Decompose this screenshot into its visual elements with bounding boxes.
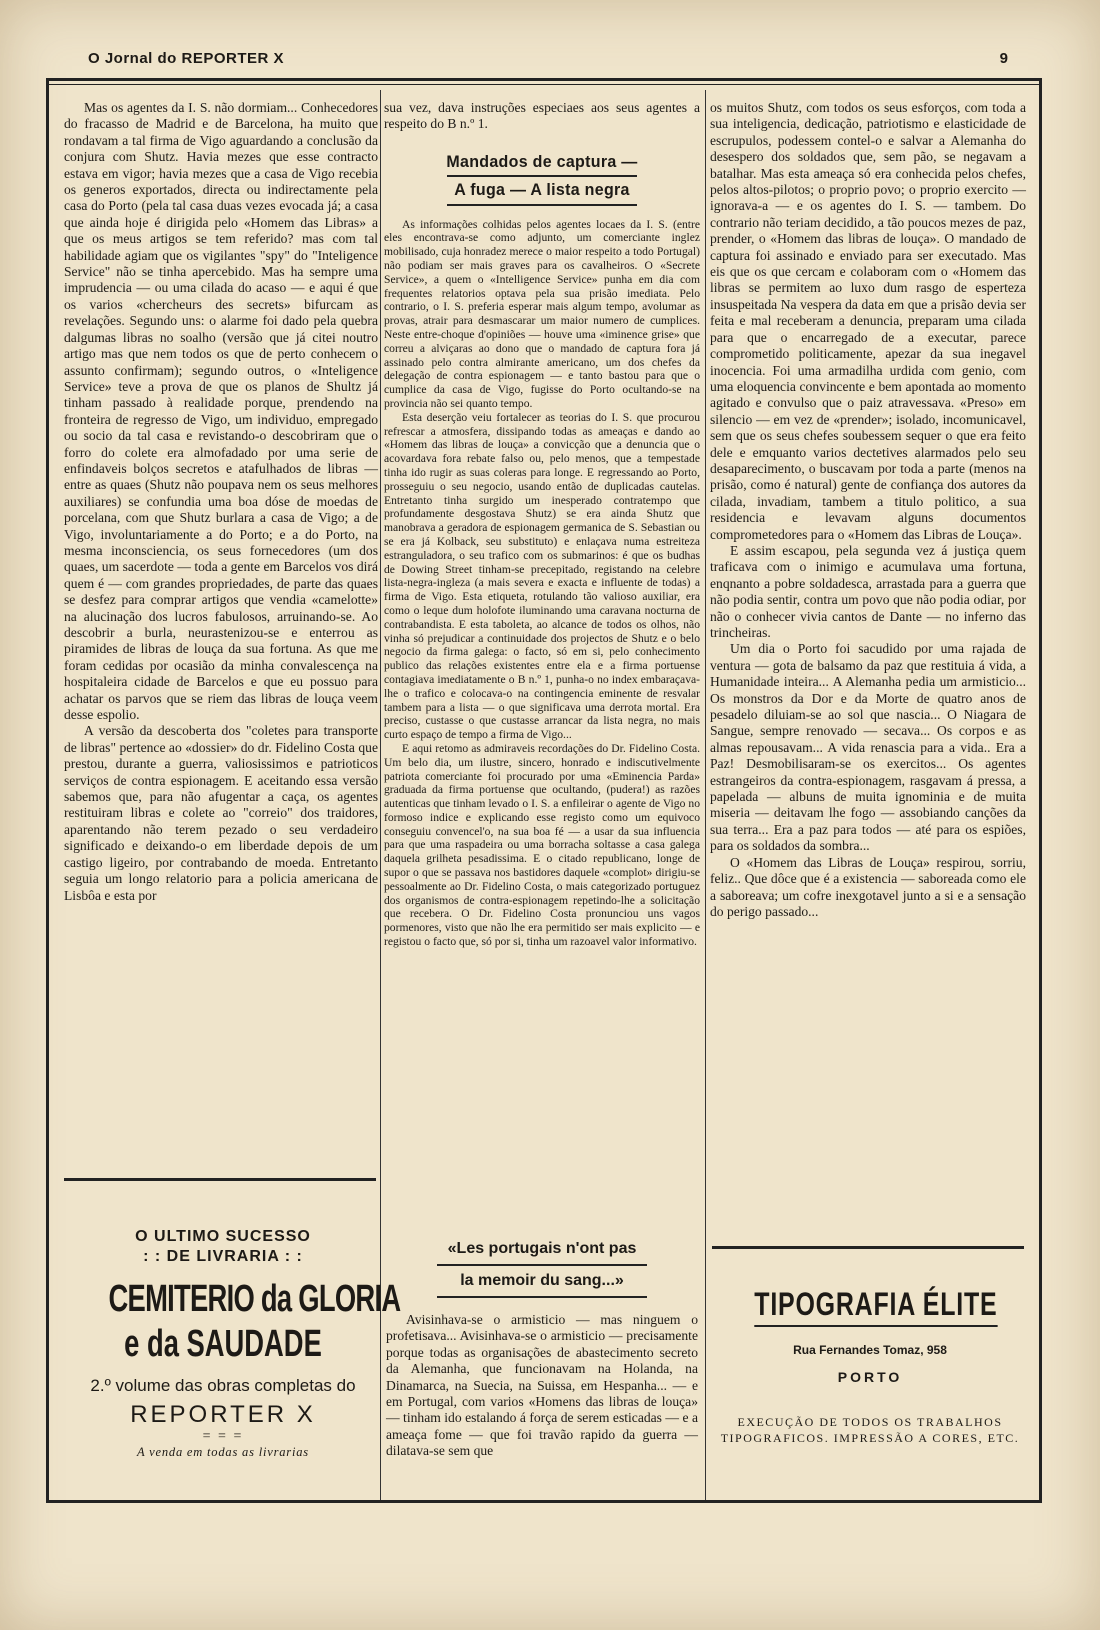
paragraph: os muitos Shutz, com todos os seus esforços, com toda a sua inteligencia, dedicação, patriotismo e elasticidade de escrupulos, podessem contel-o e salvar a Alemanha do desespero dos soldados que, sem pão, se negavam a batalhar. Mas esta ameaça só era conhecida pelos chefes, pelos altos-pilotos; o proprio povo; o proprio exercito — ignorava-a — e os agentes do I. S. — tambem. Do contrario não teriam decidido, a tão poucos mezes de paz, prender, o «Homem das libras de louça». O mandado de captura foi assinado e enviado para ser executado. Mas eis que os que cercam e colaboram com o «Homem das libras se permitem ao luxo dum rasgo de esperteza insuspeitada Na vespera da data em que a prisão devia ser feita e mal receberam a denuncia, preparam uma cilada para que o encarregado de a executar, parece comprometido politicamente, apezar da sua inegavel inocencia. Foi uma armadilha urdida com genio, com uma eloquencia convincente e bem apontada ao momento agitado e convulso que o paiz atravessava. «Preso» em silencio — em vez de «prender»; isolado, incomunicavel, sem que os seus chefes soubessem sequer o que era feito dele e emquanto varios dectetives alarmados pelo seu desaparecimento, o buscavam por toda a parte (menos na prisão, como é natural) gente de confiança dos autores da cilada, invadiam, tambem a titulo politico, a sua residencia e levavam alguns documentos comprometedores para o «Homem das Libras de Louça». [710,100,1026,542]
paragraph: As informações colhidas pelos agentes locaes da I. S. (entre eles encontrava-se como adjunto, um comerciante inglez mobilisado, cuja honradez merece o maior respeito a todo Portugal) não podiam ser mais graves para os cavalheiros. O «Secrete Service», a quem o «Intelligence Service» punha em dia com frequentes relatorios optava pela sua prisão imediata. Pelo contrario, o I. S. preferia esperar mais algum tempo, avolumar as provas, atrair para desmascarar um maior numero de cumplices. Neste entre-choque d'opiniões — houve uma «iminence grise» que correu a alviçaras ao dono que o mandado de captura fora já assinado pelo contra almirante americano, um dos chefes da delegação de contra espionagem — e tanto bastou para que o cumplice da casa de Vigo, fugisse do Porto ocultando-se na provincia não sei quanto tempo. [384,217,700,410]
article-continuation [386,1312,698,1460]
printer-city: PORTO [837,1369,903,1385]
printer-advertisement [720,1286,1020,1446]
paragraph: A versão da descoberta dos "coletes para transporte de libras" pertence ao «dossier» do dr. Fidelino Costa que prestou, durante a guerra, valiosissimos e patrioticos serviços de contra espionagem. E aceitando essa versão sabemos que, para não afugentar a caça, os agentes restituiram libras e colete ao "correio" dos traidores, aparentando não terem pezado o seu verdadeiro significado e deixando-o em liberdade depois de um castigo ligeiro, por contrabando de moeda. Entretanto seguia um longo relatorio para a policia americana de Lisbôa e esta por [64,723,378,903]
sale-note: A venda em todas as livrarias [137,1445,309,1459]
book-title: CEMITERIO da GLORIA [108,1278,401,1320]
paragraph: sua vez, dava instruções especiaes aos seus agentes a respeito do B n.º 1. [384,100,700,132]
section-heading: Mandados de captura — [446,153,638,172]
frame-rule-left [46,78,49,1503]
section-heading: «Les portugais n'ont pas [447,1240,637,1257]
ad-line: O ULTIMO SUCESSO [135,1228,311,1245]
article-column-3 [710,100,1026,920]
section-rule [712,1246,1024,1249]
frame-rule-top-thin [48,84,1040,85]
printer-name: TIPOGRAFIA ÉLITE [754,1286,997,1327]
paragraph: Avisinhava-se o armisticio — mas ninguem o profetisava... Avisinhava-se o armisticio — precisamente porque todas as organisações de abastecimento secreto da Alemanha, que funcionavam na Holanda, na Dinamarca, na Suecia, na Suissa, em Hespanha... — e em Portugal, com varios «Homens das libras de louça» — tinham ido estalando á força de serem esticadas — e a ameaça fome — que foi travão rapido da guerra — dilatava-se sem que [386,1312,698,1459]
paragraph: Esta deserção veiu fortalecer as teorias do I. S. que procurou refrescar a atmosfera, dissipando todas as ameaças e dando ao «Homem das libras de louça» a convicção que a denuncia que o acovardava fora rebate falso ou, pelo menos, que a tempestade tinha ido rugir as suas coleras para longe. E regressando ao Porto, prosseguiu o seu negocio, usando então de duplicadas cautelas. Entretanto tinha surgido um inesperado contratempo que profundamente desgostava Shutz) se era ainda Shutz que manobrava a geradora de espionagem germanica de S. Sebastian ou se era já Kolback, seu substituto) e enlaçava numa estreiteza estranguladora, o seu trafico com os submarinos: é que os budhas de Dowing Street tinham-se precepitado, registando na celebre lista-negra-ingleza (a mais severa e exacta e influente de todas) a firma de Vigo. Esta etiqueta, rotulando tão valioso auxiliar, era como o leque dum holofote iluminando uma caravana nocturna de contrabandista. E esta taboleta, ao alcance de todos os olhos, não vinha só prejudicar a continuidade dos projectos de Shutz e o belo negocio da firma galega: o facto, só em si, pelo conhecimento publico das relações existentes entre ela e a firma portuense contagiava imediatamente o B n.º 1, punha-o no index embaraçava-lhe o trafico e colocava-o na contingencia eminente de resvalar tambem para a lista — o que significava uma derrota mortal. Era preciso, custasse o que custasse arrancar da lista negra, no mais curto espaço de tempo a firma de Vigo... [384,410,700,742]
page-number: 9 [999,50,1008,67]
book-title: e da SAUDADE [124,1323,322,1365]
paragraph: Mas os agentes da I. S. não dormiam... Conhecedores do fracasso de Madrid e de Barcelona, ha muito que rondavam a tal firma de Vigo aguardando a conclusão da conjura com Shutz. Havia mezes que esse contracto estava em vigor; havia mezes que a casa de Vigo recebia os generos exportados, directa ou indirectamente pela casa do Porto (pela tal casa duas vezes evocada já; a casa que ainda hoje é dirigida pelo «Homem das Libras» a que os meus artigos se tem referido? mas com tal habilidade agiam que os vigilantes "spy" do "Inteligence Service" não se tinha apercebido. Mas ha sempre uma imprudencia — ou uma cilada do acaso — e aqui é que os varios «chercheurs des secrets» bifurcam as revelações. Segundo uns: o alarme foi dado pela quebra dalgumas libras no soalho (versão que já citei noutro artigo mas que nem todos os que de perto conhecem o assunto confirmam); segundo outros, o «Inteligence Service» teve a prova de que os planos de Shultz já tinham passado à realidade porque, prendendo na fronteira de regresso de Vigo, um individuo, empregado ou socio da tal casa e revistando-o descobriram que o forro do colete era almofadado por uma serie de enfindaveis bolços secretos e atafulhados de libras — entre as quaes (Shutz não poupava nem os seus melhores auxiliares) se confundia uma boa dóse de moedas de porcelana, com que Shutz burlara a casa de Vigo; a de Vigo, involuntariamente a do Porto; e a do Porto, na mesma inconsciencia, os seus fornecedores (um dos quaes, um sacerdote — toda a gente em Barcelos vos dirá quem é — com grandes propriedades, de parte das quaes se desfez para comprar artigos que vendia «camelotte» na alucinação dos lucros fabulosos, arruinando-se. Ao descobrir a burla, neurastenizou-se e enterrou as piramides de libras de louça da sua fortuna. As que me foram cedidas por ocasião da minha convalescença na hospitaleira cidade de Barcelos e que eu possuo para achatar os parvos que se riem das libras de louça veem desse espolio. [64,100,378,723]
divider: = = = [202,1429,244,1444]
article-column-2 [384,100,700,949]
article-column-1 [64,100,378,904]
printer-address: Rua Fernandes Tomaz, 958 [793,1343,947,1357]
section-heading: A fuga — A lista negra [454,181,630,200]
printer-services: EXECUÇÃO DE TODOS OS TRABALHOS TIPOGRAFICOS. IMPRESSÃO A CORES, ETC. [720,1415,1020,1445]
running-head: O Jornal do REPORTER X [88,50,285,67]
author-name: REPORTER X [130,1401,316,1428]
section-rule [64,1178,376,1181]
column-rule-2 [705,90,706,1500]
frame-rule-top [48,78,1040,81]
ad-line: : : DE LIVRARIA : : [143,1248,303,1265]
frame-rule-right [1039,78,1042,1503]
paragraph: O «Homem das Libras de Louça» respirou, sorriu, feliz.. Que dôce que é a existencia — saboreada como ele a saboreava; um cofre inexgotavel junto a si e a sensação do perigo passado... [710,854,1026,919]
paragraph: E aqui retomo as admiraveis recordações do Dr. Fidelino Costa. Um belo dia, um ilustre, sincero, honrado e indiscutivelmente patriota comerciante foi procurado por uma «Eminencia Parda» graduada da firma portuense que ocultando, (pudera!) as razões autenticas que tinham levado o I. S. a enfileirar o agente de Vigo no formoso indice e explicando esse registo como um equivoco conseguiu convencel'o, na sua boa fé — a usar da sua influencia para que uma raspadeira ou uma borracha soltasse a casa galega daquela grilheta pesadissima. E o citado republicano, longe de supor o que se passava nos bastidores daquele «complot» dirigiu-se pessoalmente ao Dr. Fidelino Costa, o mais categorizado portuguez dos organismos de contra-espionagem repetindo-lhe a solicitação que recebera. O Dr. Fidelino Costa pronunciou uns vagos pormenores, visto que não lhe era permitido ser mais explicito — e registou o facto que, só por si, tinha um razoavel valor informativo. [384,741,700,949]
heading-rule [447,175,637,177]
heading-rule [437,1296,647,1298]
paragraph: E assim escapou, pela segunda vez á justiça quem traficava com o inimigo e acumulava uma fortuna, enqnanto a pobre soldadesca, arrastada para a guerra que não podia sentir, contra um povo que não podia odiar, por não o conhecer vivia cantos de Dante — no inferno das trincheiras. [710,542,1026,640]
section-title-block [384,1234,700,1298]
paragraph: Um dia o Porto foi sacudido por uma rajada de ventura — gota de balsamo da paz que restituia á vida, a Humanidade inteira... A Alemanha pedia um armisticio... Os monstros da Dor e da Morte de quatro anos de pesadelo diluiam-se ao sol que nascia... O Niagara de Sangue, sempre renovado — secava... Os corpos e as almas repousavam... A vida renascia para a vida.. Era a Paz! Desmobilisaram-se os exercitos... Os agentes estrangeiros da contra-espionagem, rasgavam á pressa, a papelada — albuns de muita ignominia e de muita miseria — deitavam lhe fogo — assobiando canções da sua terra... Era a paz para todos — até para os espiões, para os soldados da sombra... [710,641,1026,854]
frame-rule-bottom [48,1500,1040,1503]
heading-rule [447,204,637,206]
book-advertisement [64,1228,401,1460]
section-heading: la memoir du sang...» [460,1272,624,1289]
volume-note: 2.º volume das obras completas do [90,1376,356,1395]
